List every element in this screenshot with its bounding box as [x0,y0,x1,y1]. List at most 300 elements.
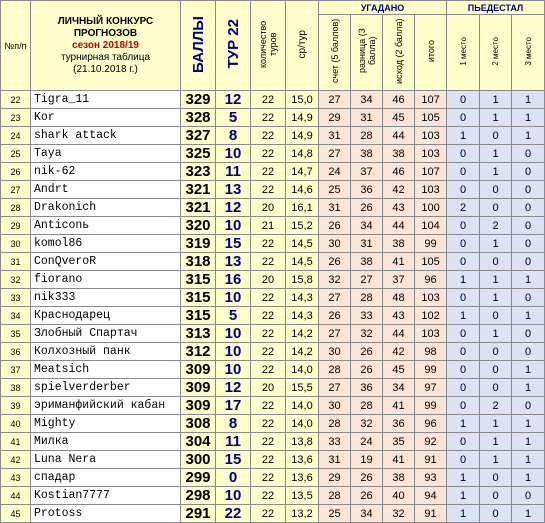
second-place-count: 0 [480,253,512,271]
total-guessed: 97 [415,379,447,397]
total-guessed: 107 [415,91,447,109]
tours-played: 22 [251,415,286,433]
row-number: 39 [1,397,31,415]
tours-played: 22 [251,289,286,307]
total-guessed: 93 [415,469,447,487]
first-place-count: 1 [447,505,480,523]
table-row [1,199,545,217]
player-name: shark attack [31,127,181,145]
outcome-count: 46 [383,91,415,109]
outcome-count: 37 [383,271,415,289]
table-row [1,109,545,127]
outcome-count: 38 [383,145,415,163]
outcome-count: 43 [383,307,415,325]
points: 318 [181,253,216,271]
table-row [1,343,545,361]
third-place-count: 1 [512,505,545,523]
num-header: №п/п [1,1,31,91]
outcome-count: 41 [383,451,415,469]
points: 315 [181,307,216,325]
first-place-count: 0 [447,451,480,469]
goal-diff-count: 37 [351,163,383,181]
player-name: Kor [31,109,181,127]
avg-per-tour: 14,2 [286,325,319,343]
points: 298 [181,487,216,505]
avg-per-tour: 14,3 [286,307,319,325]
table-row [1,289,545,307]
player-name: Taya [31,145,181,163]
tours-played: 22 [251,109,286,127]
tours-played: 22 [251,235,286,253]
player-name: nik333 [31,289,181,307]
title-cell [31,1,181,91]
tour-points: 11 [216,163,251,181]
outcome-count: 46 [383,163,415,181]
total-guessed: 91 [415,451,447,469]
third-place-count: 1 [512,127,545,145]
score-header: БАЛЛЫ [181,1,216,91]
third-place-count: 0 [512,325,545,343]
goal-diff-count: 26 [351,487,383,505]
avg-per-tour: 14,0 [286,415,319,433]
points: 300 [181,451,216,469]
second-place-count: 1 [480,433,512,451]
table-row [1,361,545,379]
tour-points: 0 [216,469,251,487]
row-number: 33 [1,289,31,307]
tours-played: 22 [251,361,286,379]
goal-diff-count: 26 [351,361,383,379]
exact-score-count: 31 [319,199,351,217]
tours-played: 22 [251,253,286,271]
row-number: 26 [1,163,31,181]
second-place-count: 1 [480,235,512,253]
second-place-count: 1 [480,451,512,469]
first-place-count: 1 [447,127,480,145]
subtitle: турнирная таблица [60,51,151,63]
row-number: 32 [1,271,31,289]
row-number: 40 [1,415,31,433]
table-row [1,235,545,253]
third-place-count: 0 [512,397,545,415]
points: 315 [181,289,216,307]
third-place-count: 1 [512,91,545,109]
row-number: 23 [1,109,31,127]
row-number: 44 [1,487,31,505]
avg-per-tour: 14,0 [286,397,319,415]
third-place-count: 1 [512,307,545,325]
total-guessed: 103 [415,181,447,199]
table-row [1,505,545,523]
total-guessed: 103 [415,127,447,145]
second-place-count: 0 [480,199,512,217]
points: 319 [181,235,216,253]
goal-diff-count: 28 [351,127,383,145]
goal-diff-count: 34 [351,505,383,523]
first-place-count: 0 [447,163,480,181]
tours-played: 22 [251,469,286,487]
second-place-count: 1 [480,415,512,433]
player-name: spielverderber [31,379,181,397]
exact-score-count: 31 [319,451,351,469]
row-number: 22 [1,91,31,109]
table-row [1,217,545,235]
outcome-count: 41 [383,397,415,415]
table-body [1,91,545,523]
row-number: 25 [1,145,31,163]
table-row [1,163,545,181]
player-name: Luna Nera [31,451,181,469]
tour-points: 13 [216,181,251,199]
player-name: nik-62 [31,163,181,181]
goal-diff-count: 38 [351,253,383,271]
tour-points: 10 [216,361,251,379]
total-guessed: 102 [415,307,447,325]
season-label: сезон 2018/19 [72,39,139,51]
table-row [1,307,545,325]
total-guessed: 100 [415,199,447,217]
second-place-count: 0 [480,127,512,145]
col-place-3: 3 место [512,15,545,91]
table-row [1,487,545,505]
tour-points: 16 [216,271,251,289]
player-name: Tigra_11 [31,91,181,109]
table-row [1,415,545,433]
third-place-count: 0 [512,181,545,199]
row-number: 34 [1,307,31,325]
table-row [1,451,545,469]
table-row [1,91,545,109]
points: 315 [181,271,216,289]
second-place-count: 0 [480,505,512,523]
tour-points: 15 [216,235,251,253]
outcome-count: 41 [383,253,415,271]
avg-per-tour: 15,8 [286,271,319,289]
table-row [1,253,545,271]
outcome-count: 42 [383,181,415,199]
goal-diff-count: 27 [351,271,383,289]
goal-diff-count: 28 [351,289,383,307]
outcome-count: 38 [383,469,415,487]
exact-score-count: 33 [319,433,351,451]
tour-points: 11 [216,433,251,451]
avg-per-tour: 13,8 [286,433,319,451]
row-number: 35 [1,325,31,343]
col-place-2: 2 место [480,15,512,91]
exact-score-count: 29 [319,469,351,487]
col-exact-score: счет (5 баллов) [319,15,351,91]
row-number: 36 [1,343,31,361]
goal-diff-count: 36 [351,379,383,397]
exact-score-count: 30 [319,343,351,361]
player-name: Kostian7777 [31,487,181,505]
col-place-1: 1 место [447,15,480,91]
first-place-count: 1 [447,415,480,433]
tours-played: 22 [251,433,286,451]
avg-per-tour: 15,2 [286,217,319,235]
exact-score-count: 27 [319,379,351,397]
tour-points: 5 [216,307,251,325]
outcome-count: 43 [383,199,415,217]
outcome-count: 48 [383,289,415,307]
exact-score-count: 28 [319,415,351,433]
avg-per-tour: 14,5 [286,253,319,271]
points: 313 [181,325,216,343]
table-row [1,271,545,289]
tour-points: 8 [216,415,251,433]
goal-diff-count: 34 [351,217,383,235]
first-place-count: 0 [447,235,480,253]
table-row [1,145,545,163]
tours-played: 22 [251,451,286,469]
total-guessed: 99 [415,397,447,415]
tour-points: 12 [216,379,251,397]
outcome-count: 32 [383,505,415,523]
third-place-count: 1 [512,361,545,379]
avg-per-tour: 15,0 [286,91,319,109]
table-row [1,379,545,397]
row-number: 31 [1,253,31,271]
player-name: komol86 [31,235,181,253]
goal-diff-count: 26 [351,199,383,217]
outcome-count: 45 [383,361,415,379]
exact-score-count: 27 [319,289,351,307]
third-place-count: 0 [512,253,545,271]
points: 309 [181,379,216,397]
tours-played: 22 [251,127,286,145]
exact-score-count: 29 [319,109,351,127]
second-place-count: 0 [480,469,512,487]
avg-per-tour: 14,8 [286,145,319,163]
exact-score-count: 25 [319,505,351,523]
tour-points: 5 [216,109,251,127]
table-date: (21.10.2018 г.) [73,63,138,75]
third-place-count: 1 [512,271,545,289]
tour-points: 10 [216,289,251,307]
exact-score-count: 26 [319,253,351,271]
player-name: Злобный Спартач [31,325,181,343]
avg-per-tour: 13,6 [286,469,319,487]
row-number: 27 [1,181,31,199]
exact-score-count: 27 [319,325,351,343]
tour-points: 12 [216,199,251,217]
avg-per-tour: 14,6 [286,181,319,199]
tours-played: 20 [251,199,286,217]
tours-played: 22 [251,397,286,415]
goal-diff-count: 26 [351,469,383,487]
total-guessed: 98 [415,343,447,361]
avg-per-tour: 14,3 [286,289,319,307]
tour-points: 8 [216,127,251,145]
tour-points: 10 [216,145,251,163]
avg-per-tour: 14,0 [286,361,319,379]
exact-score-count: 27 [319,145,351,163]
tour-points: 10 [216,343,251,361]
avg-per-tour: 13,6 [286,451,319,469]
outcome-count: 35 [383,433,415,451]
outcome-count: 40 [383,487,415,505]
tours-played: 22 [251,91,286,109]
exact-score-count: 30 [319,397,351,415]
total-guessed: 92 [415,433,447,451]
table-row [1,469,545,487]
goal-diff-count: 24 [351,433,383,451]
points: 321 [181,199,216,217]
points: 309 [181,361,216,379]
guessed-header: УГАДАНО [319,1,447,15]
total-guessed: 96 [415,415,447,433]
second-place-count: 0 [480,379,512,397]
points: 321 [181,181,216,199]
third-place-count: 1 [512,469,545,487]
avg-per-tour: 14,5 [286,235,319,253]
outcome-count: 42 [383,343,415,361]
col-goal-diff: разница (3 балла) [351,15,383,91]
goal-diff-count: 38 [351,145,383,163]
col-total: итого [415,15,447,91]
player-name: ConQveroR [31,253,181,271]
row-number: 41 [1,433,31,451]
points: 308 [181,415,216,433]
points: 309 [181,397,216,415]
table-header [1,1,545,91]
first-place-count: 1 [447,307,480,325]
player-name: Meatsich [31,361,181,379]
points: 312 [181,343,216,361]
tours-played: 20 [251,379,286,397]
goal-diff-count: 31 [351,235,383,253]
tour-points: 17 [216,397,251,415]
col-outcome: исход (2 балла) [383,15,415,91]
total-guessed: 91 [415,505,447,523]
third-place-count: 1 [512,109,545,127]
points: 304 [181,433,216,451]
goal-diff-count: 31 [351,109,383,127]
title-line1: ЛИЧНЫЙ КОНКУРС [57,15,154,27]
row-number: 37 [1,361,31,379]
third-place-count: 1 [512,433,545,451]
avg-per-tour: 13,2 [286,505,319,523]
first-place-count: 0 [447,379,480,397]
player-name: Andrt [31,181,181,199]
tours-played: 22 [251,487,286,505]
table-row [1,127,545,145]
third-place-count: 1 [512,451,545,469]
row-number: 24 [1,127,31,145]
exact-score-count: 31 [319,127,351,145]
total-guessed: 99 [415,235,447,253]
first-place-count: 0 [447,433,480,451]
first-place-count: 0 [447,181,480,199]
third-place-count: 0 [512,163,545,181]
second-place-count: 1 [480,289,512,307]
second-place-count: 0 [480,487,512,505]
total-guessed: 107 [415,163,447,181]
avg-per-tour: 14,2 [286,343,319,361]
player-name: Anticonь [31,217,181,235]
row-number: 42 [1,451,31,469]
third-place-count: 0 [512,145,545,163]
third-place-count: 0 [512,343,545,361]
avg-per-tour: 15,5 [286,379,319,397]
second-place-count: 2 [480,217,512,235]
second-place-count: 0 [480,181,512,199]
first-place-count: 0 [447,145,480,163]
goal-diff-count: 28 [351,397,383,415]
avg-per-tour: 14,9 [286,109,319,127]
first-place-count: 0 [447,217,480,235]
avg-per-tour: 14,7 [286,163,319,181]
exact-score-count: 26 [319,217,351,235]
tour-points: 10 [216,217,251,235]
player-name: Колхозный панк [31,343,181,361]
outcome-count: 44 [383,325,415,343]
third-place-count: 1 [512,415,545,433]
table-row [1,433,545,451]
tour-points: 22 [216,505,251,523]
player-name: Милка [31,433,181,451]
row-number: 45 [1,505,31,523]
second-place-count: 1 [480,91,512,109]
first-place-count: 1 [447,469,480,487]
goal-diff-count: 33 [351,307,383,325]
player-name: эриманфийский кабан [31,397,181,415]
third-place-count: 0 [512,235,545,253]
third-place-count: 0 [512,199,545,217]
third-place-count: 1 [512,379,545,397]
total-guessed: 99 [415,361,447,379]
points: 327 [181,127,216,145]
avg-per-tour: 13,5 [286,487,319,505]
outcome-count: 45 [383,109,415,127]
total-guessed: 105 [415,109,447,127]
tours-played: 20 [251,271,286,289]
goal-diff-count: 32 [351,415,383,433]
goal-diff-count: 32 [351,325,383,343]
total-guessed: 104 [415,217,447,235]
second-place-count: 1 [480,271,512,289]
tour-header: ТУР 22 [216,1,251,91]
points: 320 [181,217,216,235]
first-place-count: 0 [447,91,480,109]
points: 291 [181,505,216,523]
tours-played: 21 [251,217,286,235]
podium-header: ПЬЕДЕСТАЛ [447,1,545,15]
row-number: 28 [1,199,31,217]
player-name: fiorano [31,271,181,289]
points: 299 [181,469,216,487]
first-place-count: 0 [447,361,480,379]
third-place-count: 0 [512,217,545,235]
tours-played: 22 [251,325,286,343]
first-place-count: 1 [447,271,480,289]
row-number: 43 [1,469,31,487]
player-name: Protoss [31,505,181,523]
first-place-count: 0 [447,109,480,127]
exact-score-count: 28 [319,487,351,505]
goal-diff-count: 19 [351,451,383,469]
outcome-count: 38 [383,235,415,253]
points: 328 [181,109,216,127]
avg-header: ср/тур [286,1,319,91]
first-place-count: 0 [447,325,480,343]
first-place-count: 2 [447,199,480,217]
first-place-count: 0 [447,289,480,307]
exact-score-count: 30 [319,235,351,253]
outcome-count: 34 [383,379,415,397]
goal-diff-count: 36 [351,181,383,199]
table-row [1,181,545,199]
